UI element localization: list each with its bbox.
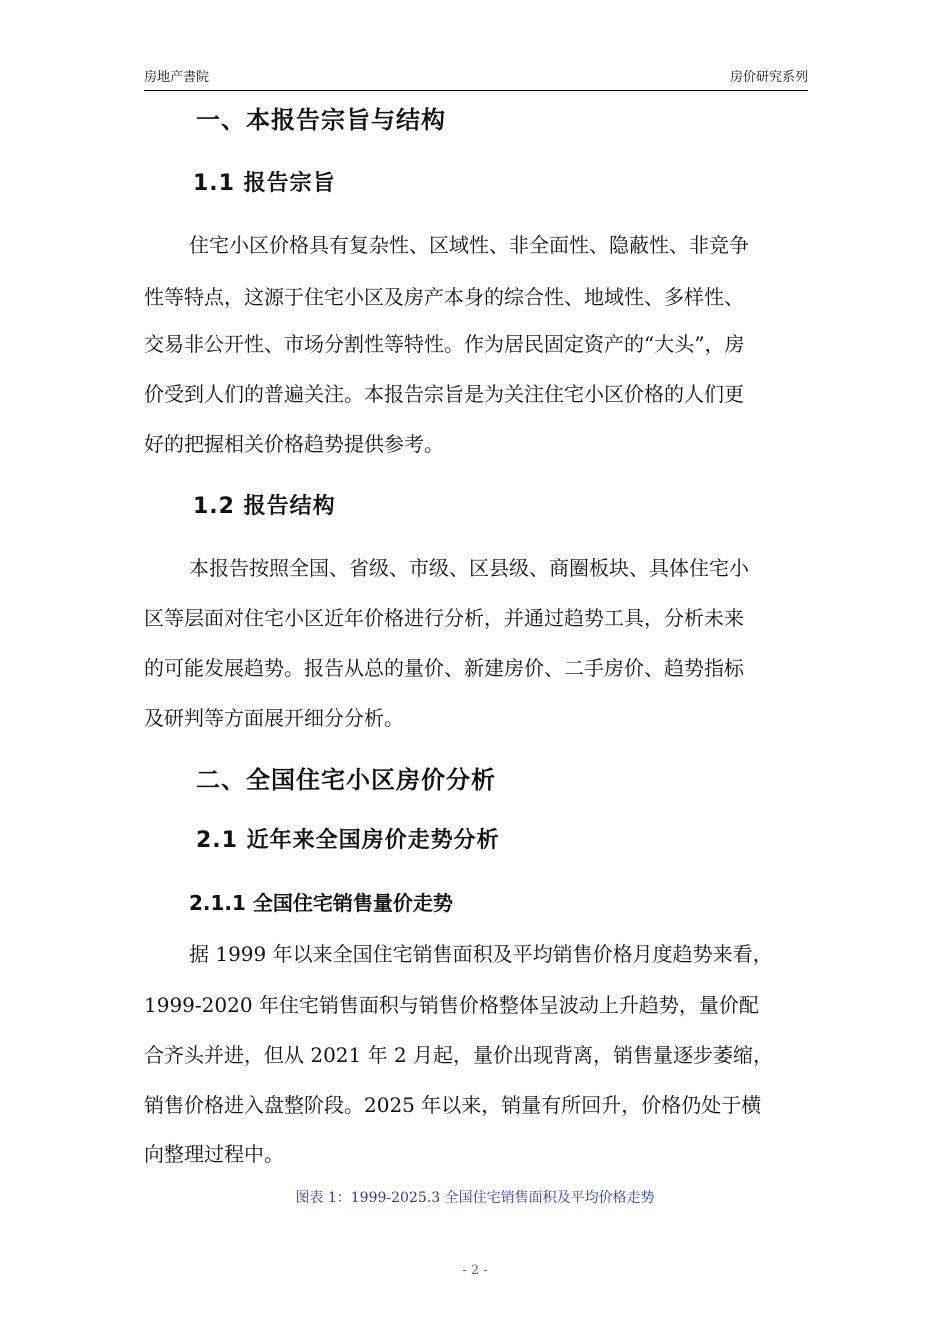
paragraph-line: 好的把握相关价格趋势提供参考。 [144, 432, 444, 456]
page-number: - 2 - [462, 1263, 488, 1278]
header-publisher: 房地产書院 [144, 70, 210, 85]
paragraph-line: 价受到人们的普遍关注。本报告宗旨是为关注住宅小区价格的人们更 [144, 382, 744, 406]
paragraph-line: 区等层面对住宅小区近年价格进行分析，并通过趋势工具，分析未来 [144, 606, 744, 630]
section-1-1-title: 1.1 报告宗旨 [193, 171, 336, 196]
section-1-2-title: 1.2 报告结构 [193, 494, 336, 519]
section-2-1-title: 2.1 近年来全国房价走势分析 [196, 828, 500, 853]
section-2-title: 二、全国住宅小区房价分析 [196, 766, 496, 794]
paragraph-line: 据 1999 年以来全国住宅销售面积及平均销售价格月度趋势来看， [189, 942, 773, 966]
paragraph-line: 向整理过程中。 [144, 1142, 284, 1166]
paragraph-line: 交易非公开性、市场分割性等特性。作为居民固定资产的“大头”，房 [144, 332, 745, 356]
figure-caption: 图表 1：1999-2025.3 全国住宅销售面积及平均价格走势 [295, 1190, 655, 1206]
paragraph-line: 性等特点，这源于住宅小区及房产本身的综合性、地域性、多样性、 [144, 285, 744, 309]
paragraph-line: 本报告按照全国、省级、市级、区县级、商圈板块、具体住宅小 [189, 556, 749, 580]
paragraph-line: 住宅小区价格具有复杂性、区域性、非全面性、隐蔽性、非竞争 [189, 233, 749, 257]
paragraph-line: 合齐头并进，但从 2021 年 2 月起，量价出现背离，销售量逐步萎缩， [144, 1043, 774, 1067]
paragraph-line: 1999-2020 年住宅销售面积与销售价格整体呈波动上升趋势，量价配 [144, 993, 759, 1017]
paragraph-line: 的可能发展趋势。报告从总的量价、新建房价、二手房价、趋势指标 [144, 656, 744, 680]
section-1-title: 一、本报告宗旨与结构 [196, 106, 446, 134]
paragraph-line: 及研判等方面展开细分分析。 [144, 706, 404, 730]
section-2-1-1-title: 2.1.1 全国住宅销售量价走势 [189, 891, 453, 915]
page-header [144, 62, 808, 91]
header-series: 房价研究系列 [729, 70, 808, 85]
paragraph-line: 销售价格进入盘整阶段。2025 年以来，销量有所回升，价格仍处于横 [144, 1093, 762, 1117]
